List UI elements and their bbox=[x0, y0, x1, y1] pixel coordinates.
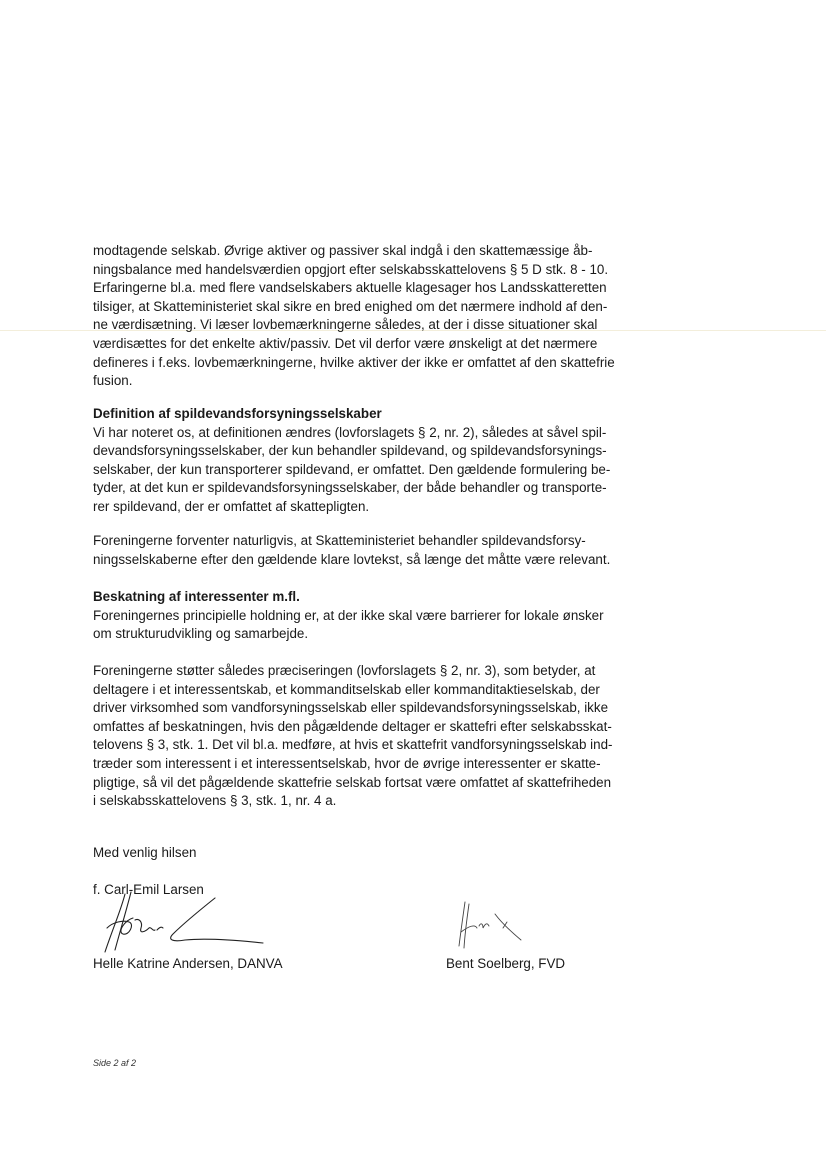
signature-2 bbox=[455, 898, 525, 953]
text-line: Erfaringerne bl.a. med flere vandselskabers aktuelle klagesager hos Landsskatteretten bbox=[93, 280, 607, 296]
signer-2: Bent Soelberg, FVD bbox=[446, 956, 566, 971]
text-line: værdisættes for det enkelte aktiv/passiv. Det vil derfor være ønskeligt at det nærmere bbox=[93, 335, 598, 351]
paragraph-expectation bbox=[93, 532, 623, 569]
text-line: fusion. bbox=[93, 373, 133, 389]
text-line: tilsiger, at Skatteministeriet skal sikre en bred enighed om det nærmere indhold af den- bbox=[93, 298, 608, 314]
text-line: defineres i f.eks. lovbemærkningerne, hvilke aktiver der ikke er omfattet af den skattefrie bbox=[93, 354, 615, 370]
section-heading: Definition af spildevandsforsyningsselskaber bbox=[93, 406, 382, 421]
text-line: Vi har noteret os, at definitionen ændres (lovforslagets § 2, nr. 2), således at såvel spil- bbox=[93, 424, 607, 440]
text-line: modtagende selskab. Øvrige aktiver og passiver skal indgå i den skattemæssige åb- bbox=[93, 243, 593, 258]
text-line: deltagere i et interessentskab, et kommanditselskab eller kommanditaktieselskab, der bbox=[93, 681, 600, 697]
text-line: Foreningerne støtter således præciseringen (lovforslagets § 2, nr. 3), som betyder, at bbox=[93, 663, 596, 678]
page-number: Side 2 af 2 bbox=[93, 1058, 137, 1068]
text-line: tyder, at det kun er spildevandsforsyningsselskaber, der både behandler og transporte- bbox=[93, 480, 607, 496]
text-line: pligtige, så vil det pågældende skattefrie selskab fortsat være omfattet af skattefriheden bbox=[93, 774, 612, 790]
text-line: ne værdisætning. Vi læser lovbemærkningerne således, at der i disse situationer skal bbox=[93, 317, 598, 333]
text-line: rer spildevand, der er omfattet af skattepligten. bbox=[93, 498, 370, 514]
paragraph-support bbox=[93, 662, 623, 811]
signer-1: Helle Katrine Andersen, DANVA bbox=[93, 956, 283, 971]
text-line: omfattes af beskatningen, hvis den pågældende deltager er skattefri efter selskabsskat- bbox=[93, 718, 612, 734]
text-line: Foreningerne forventer naturligvis, at Skatteministeriet behandler spildevandsforsy- bbox=[93, 533, 586, 548]
per-name: f. Carl-Emil Larsen bbox=[93, 882, 204, 897]
text-line: i selskabsskattelovens § 3, stk. 1, nr. 4 a. bbox=[93, 793, 337, 809]
section-heading: Beskatning af interessenter m.fl. bbox=[93, 589, 300, 604]
text-line: Foreningernes principielle holdning er, at der ikke skal være barrierer for lokale ønsker bbox=[93, 607, 604, 623]
text-line: træder som interessent i et interessentselskab, hvor de øvrige interessenter er skatte- bbox=[93, 755, 601, 771]
text-line: selskaber, der kun transporterer spildevand, er omfattet. Den gældende formulering be- bbox=[93, 461, 611, 477]
text-line: ningsselskaberne efter den gældende klare lovtekst, så længe det måtte være relevant. bbox=[93, 551, 611, 567]
text-line: devandsforsyningsselskaber, der kun behandler spildevand, og spildevandsforsynings- bbox=[93, 443, 607, 459]
signature-1 bbox=[95, 888, 270, 958]
section-taxation bbox=[93, 588, 623, 644]
text-line: telovens § 3, stk. 1. Det vil bl.a. medføre, at hvis et skattefrit vandforsyningsselskab ind- bbox=[93, 737, 613, 753]
text-line: driver virksomhed som vandforsyningsselskab eller spildevandsforsyningsselskab, ikke bbox=[93, 700, 609, 716]
text-line: ningsbalance med handelsværdien opgjort efter selskabsskattelovens § 5 D stk. 8 - 10. bbox=[93, 261, 609, 277]
text-line: om strukturudvikling og samarbejde. bbox=[93, 626, 309, 642]
paragraph-valuation bbox=[93, 242, 623, 391]
section-definition bbox=[93, 405, 623, 517]
greeting: Med venlig hilsen bbox=[93, 845, 197, 860]
